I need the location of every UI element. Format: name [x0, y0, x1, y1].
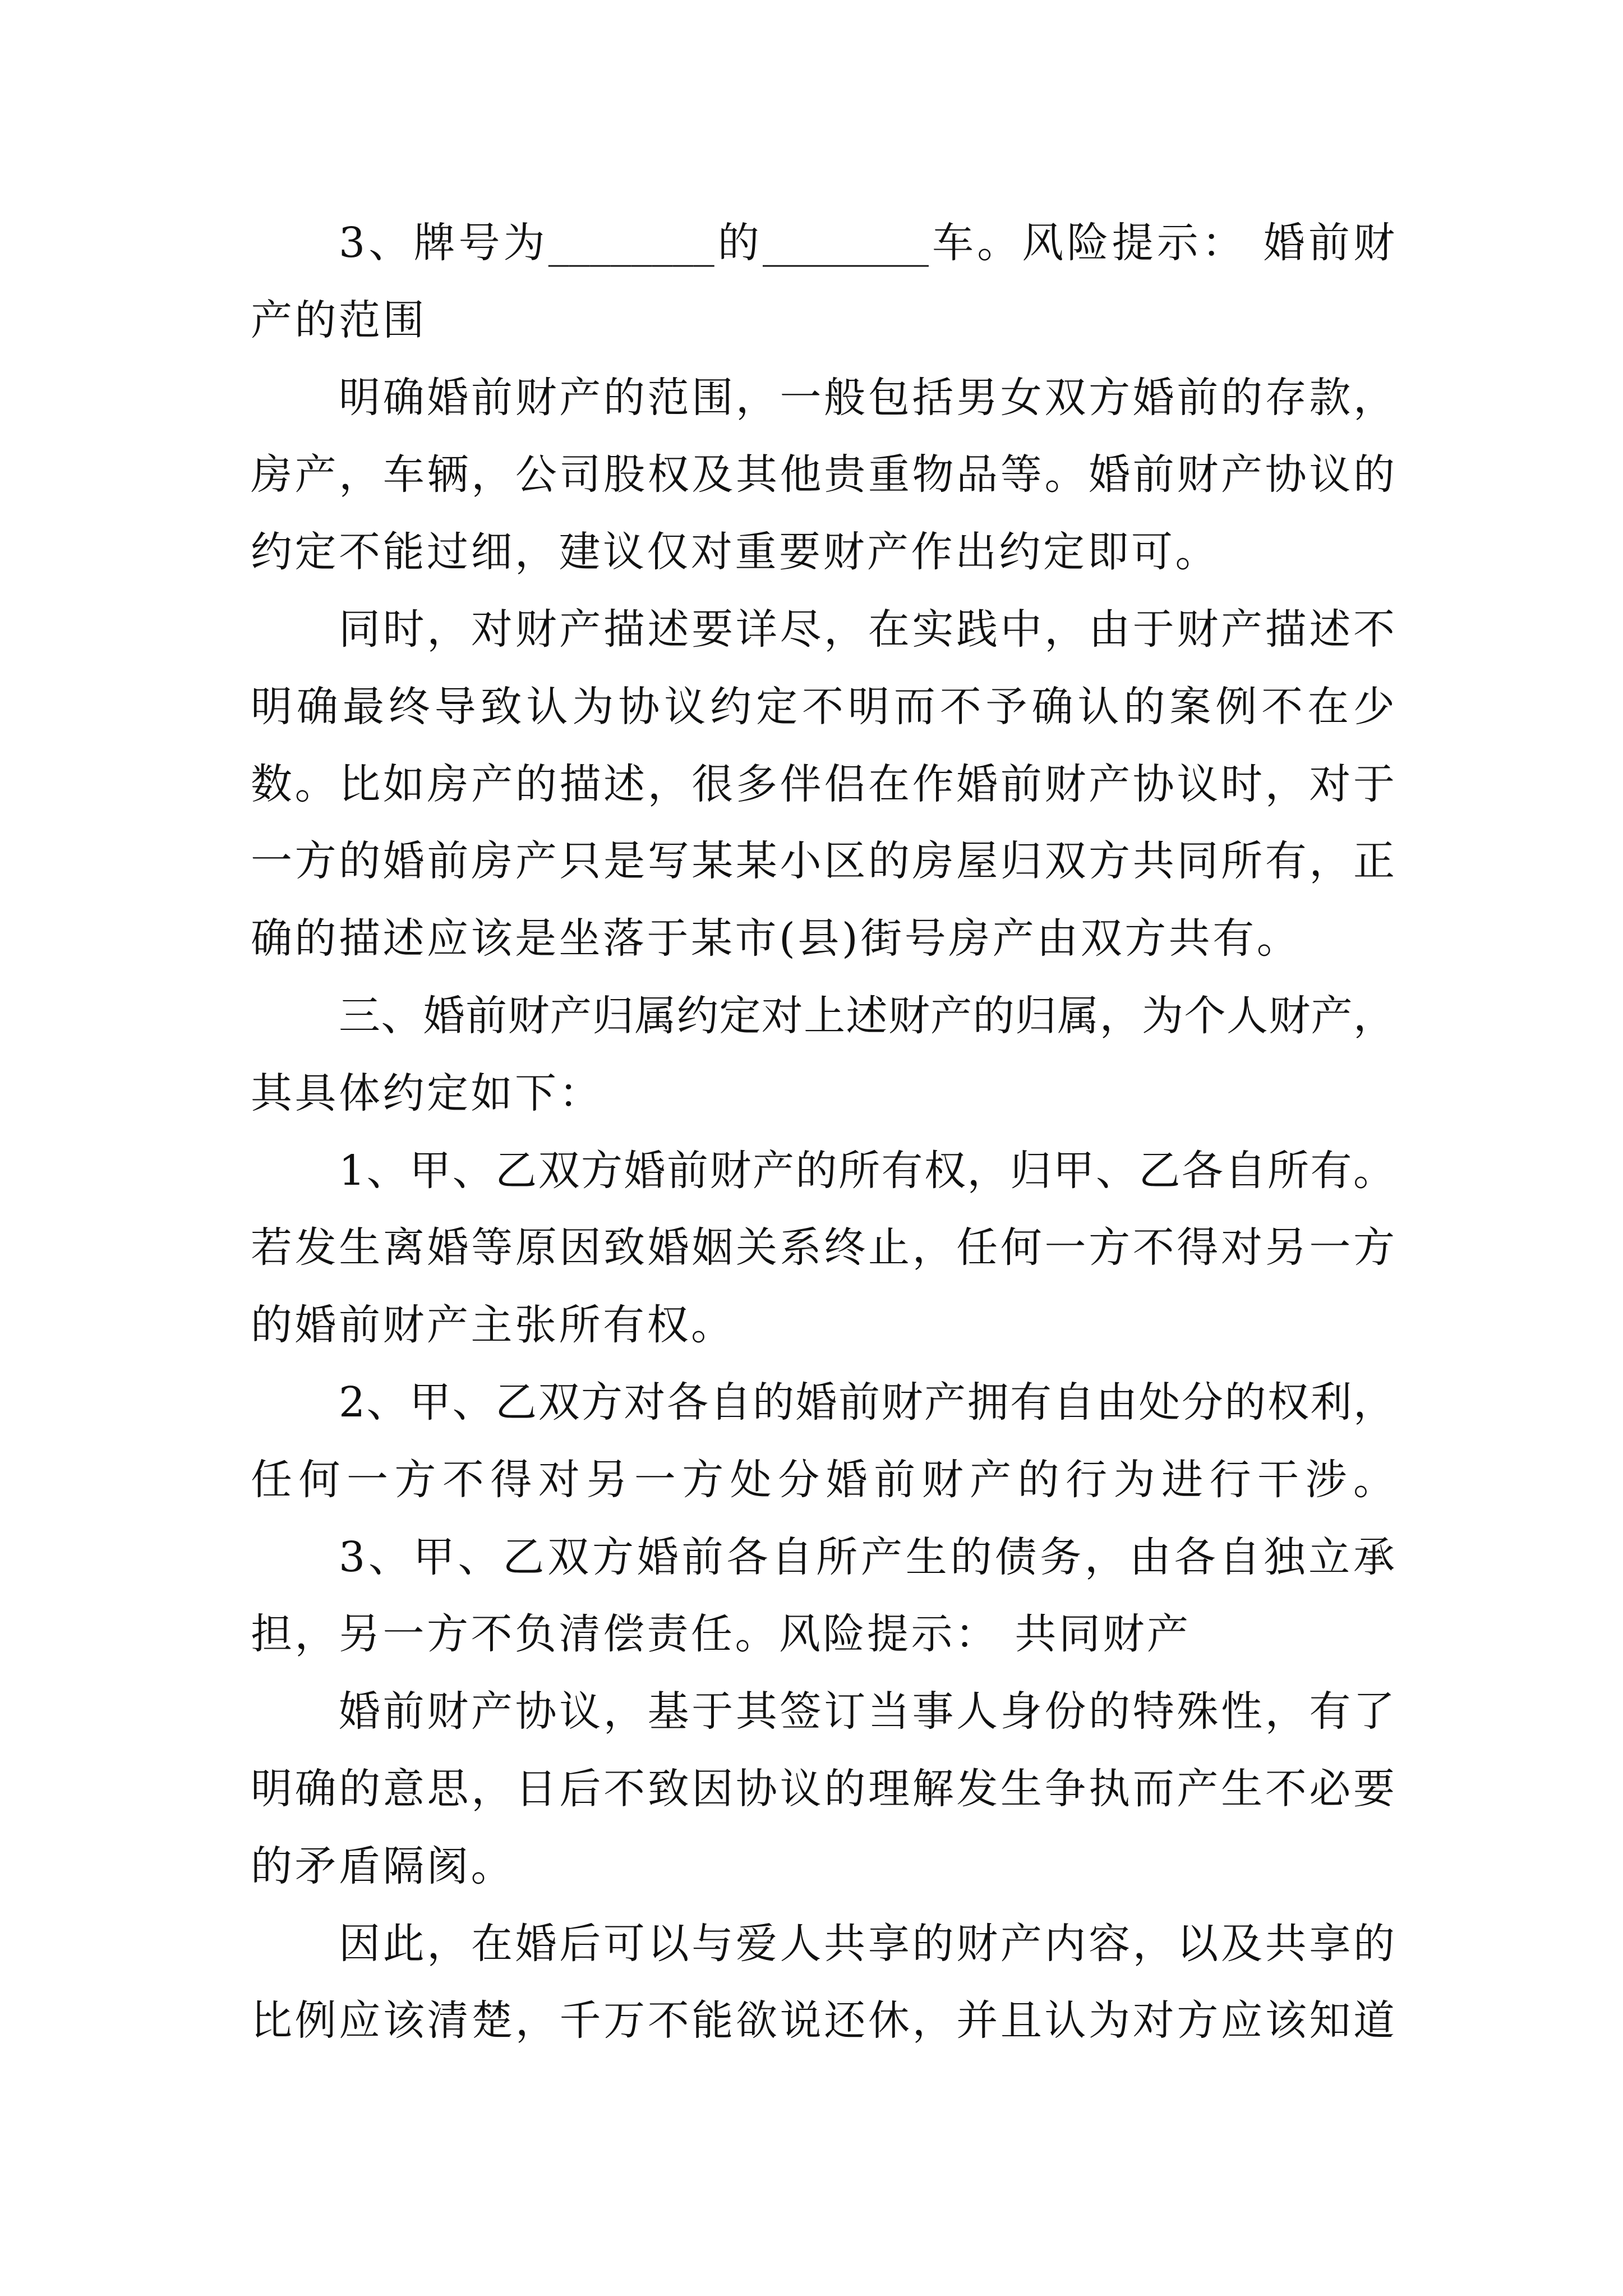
text-line: 的婚前财产主张所有权。	[251, 1301, 735, 1350]
text-line: 担，另一方不负清偿责任。风险提示： 共同财产	[251, 1610, 1191, 1659]
text-line: 明确的意思，日后不致因协议的理解发生争执而产生不必要	[251, 1764, 1395, 1813]
text-line: 明确最终导致认为协议约定不明而不予确认的案例不在少	[251, 682, 1395, 731]
text-line: 婚前财产协议，基于其签订当事人身份的特殊性，有了	[339, 1687, 1395, 1736]
paragraph-clause-three	[251, 1519, 1395, 1674]
text-line: 若发生离婚等原因致婚姻关系终止，任何一方不得对另一方	[251, 1223, 1395, 1272]
text-line: 1、甲、乙双方婚前财产的所有权，归甲、乙各自所有。	[339, 1146, 1395, 1195]
text-line: 房产，车辆，公司股权及其他贵重物品等。婚前财产协议的	[251, 450, 1395, 499]
document-body	[251, 205, 1395, 2060]
text-line: 确的描述应该是坐落于某市(县)街号房产由双方共有。	[251, 914, 1301, 963]
paragraph-property-description	[251, 591, 1395, 978]
text-line: 因此，在婚后可以与爱人共享的财产内容，以及共享的	[339, 1919, 1395, 1968]
text-line: 比例应该清楚，千万不能欲说还休，并且认为对方应该知道	[251, 1996, 1395, 2045]
text-line: 同时，对财产描述要详尽，在实践中，由于财产描述不	[339, 605, 1395, 654]
text-line: 任何一方不得对另一方处分婚前财产的行为进行干涉。	[251, 1455, 1395, 1504]
paragraph-plate-number	[251, 205, 1395, 360]
paragraph-clause-one	[251, 1133, 1395, 1364]
text-line: 其具体约定如下：	[251, 1069, 603, 1117]
paragraph-shared-property	[251, 1906, 1395, 2060]
text-line: 2、甲、乙双方对各自的婚前财产拥有自由处分的权利，	[339, 1378, 1395, 1427]
text-line: 数。比如房产的描述，很多伴侣在作婚前财产协议时，对于	[251, 760, 1395, 808]
text-line: 3、甲、乙双方婚前各自所产生的债务，由各自独立承	[339, 1533, 1395, 1581]
text-line: 明确婚前财产的范围，一般包括男女双方婚前的存款，	[339, 373, 1395, 422]
text-line: 三、婚前财产归属约定对上述财产的归属，为个人财产，	[339, 991, 1395, 1040]
paragraph-section-three	[251, 978, 1395, 1133]
text-line: 3、牌号为________的________车。风险提示： 婚前财	[339, 219, 1395, 267]
paragraph-clause-two	[251, 1364, 1395, 1519]
text-line: 约定不能过细，建议仅对重要财产作出约定即可。	[251, 528, 1219, 577]
paragraph-property-scope	[251, 360, 1395, 591]
text-line: 产的范围	[251, 296, 427, 344]
text-line: 的矛盾隔阂。	[251, 1842, 515, 1890]
paragraph-agreement-nature	[251, 1673, 1395, 1905]
text-line: 一方的婚前房产只是写某某小区的房屋归双方共同所有，正	[251, 837, 1395, 886]
